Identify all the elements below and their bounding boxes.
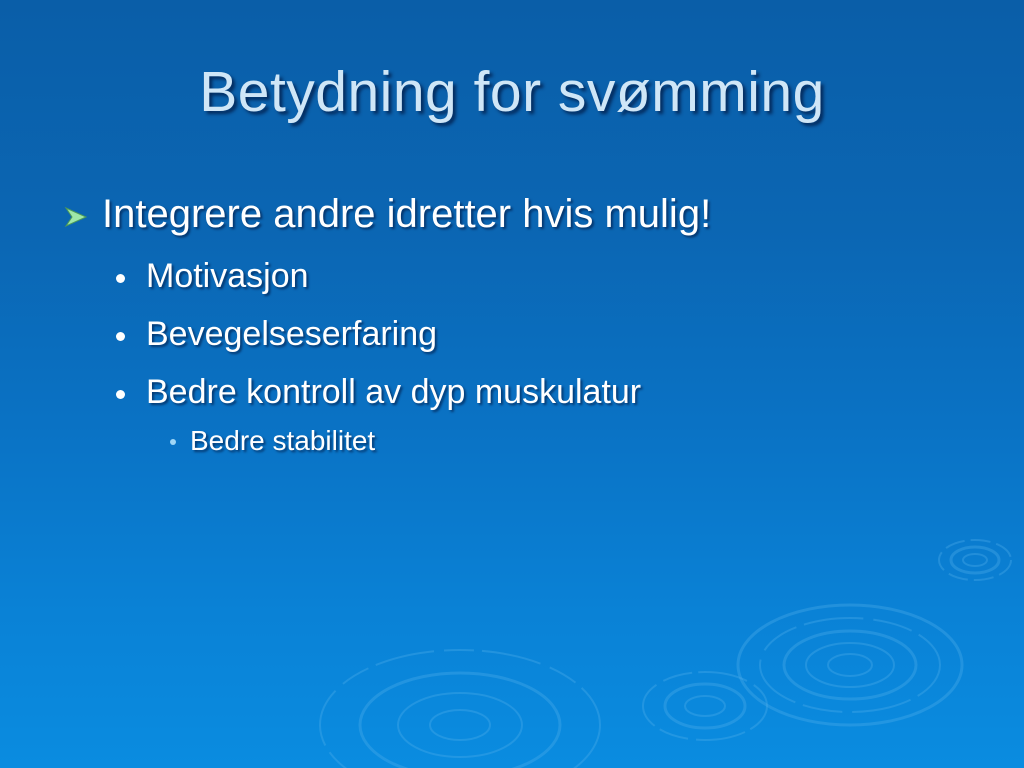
sub-item-label: Motivasjon [146, 257, 309, 295]
sub-item-label: Bevegelseserfaring [146, 315, 438, 353]
slide-content [60, 190, 960, 458]
arrow-bullet-icon [64, 206, 88, 228]
slide-title: Betydning for svømming [199, 60, 825, 124]
round-bullet-icon [116, 390, 125, 399]
bullet-text: Integrere andre idretter hvis mulig! [102, 192, 712, 236]
sub-item-bedre-kontroll [114, 372, 960, 412]
round-bullet-icon [116, 274, 125, 283]
sub-item-motivasjon [114, 256, 960, 296]
bullet-item [60, 190, 960, 238]
sub-sub-item-label: Bedre stabilitet [190, 425, 376, 456]
sub-item-label: Bedre kontroll av dyp muskulatur [146, 373, 642, 411]
sub-item-bevegelseserfaring [114, 314, 960, 354]
sub-sub-item-bedre-stabilitet [158, 424, 960, 458]
round-bullet-icon [116, 332, 125, 341]
small-bullet-icon [170, 439, 176, 445]
